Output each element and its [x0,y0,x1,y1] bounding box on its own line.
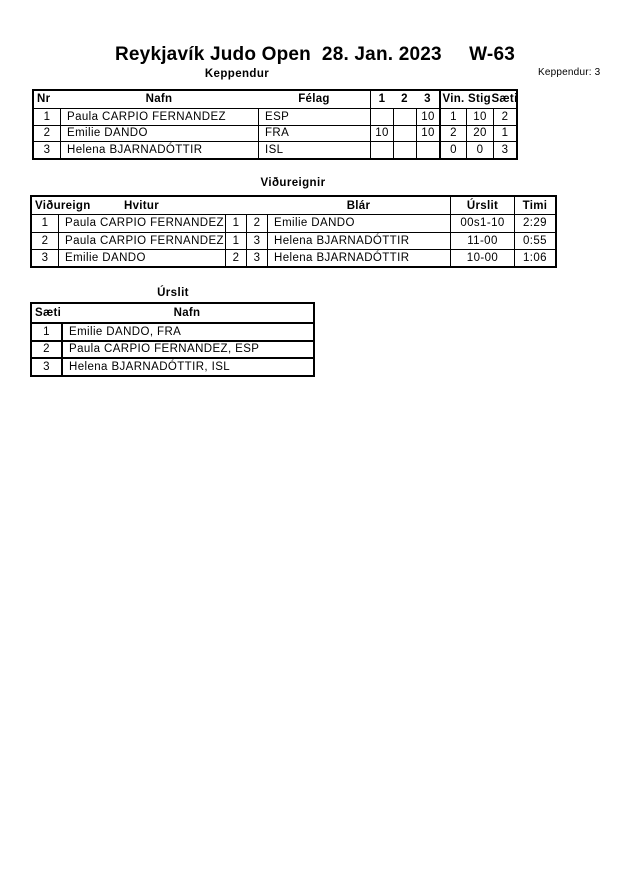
col-header-nafn: Nafn [173,306,201,319]
cell-stig: 20 [466,125,493,142]
cell-time: 0:55 [514,232,555,249]
cell-result: 00s1-10 [450,214,514,231]
cell-place: 1 [32,322,61,340]
col-header-felag: Félag [298,93,330,106]
cell-match3 [416,141,439,158]
cell-nafn: Paula CARPIO FERNANDEZ [60,108,258,125]
cell-match1 [370,141,393,158]
cell-match-nr: 1 [32,214,58,231]
col-header-match2: 2 [401,93,408,106]
col-header-vin: Vin. [439,91,466,108]
section-title-vidureignir: Viðureignir [260,177,326,189]
cell-blue-nr: 3 [246,249,267,266]
cell-stig: 10 [466,108,493,125]
col-header-blue-nr [246,197,267,214]
cell-name: Emilie DANDO, FRA [61,322,313,340]
cell-time: 1:06 [514,249,555,266]
cell-match3: 10 [416,108,439,125]
cell-nafn: Emilie DANDO [60,125,258,142]
cell-white-name: Paula CARPIO FERNANDEZ [58,214,225,231]
col-header-saeti: Sæti [35,306,62,319]
cell-white-name: Emilie DANDO [58,249,225,266]
cell-match-nr: 2 [32,232,58,249]
section-title-urslit: Úrslit [157,287,189,299]
cell-name: Helena BJARNADÓTTIR, ISL [61,357,313,375]
col-header-match3: 3 [424,93,431,106]
cell-felag: ISL [258,141,370,158]
cell-match1 [370,108,393,125]
col-header-nr: Nr [37,93,51,106]
vidureignir-table [30,195,557,268]
cell-match1: 10 [370,125,393,142]
cell-vin: 0 [439,141,466,158]
col-header-vidureign: Viðureign [35,199,91,212]
cell-blue-name: Helena BJARNADÓTTIR [267,232,450,249]
cell-white-name: Paula CARPIO FERNANDEZ [58,232,225,249]
urslit-table [30,302,315,377]
cell-saeti: 2 [493,108,516,125]
cell-vin: 2 [439,125,466,142]
section-title-keppendur: Keppendur [204,68,270,80]
participants-count: Keppendur: 3 [538,67,601,78]
cell-nafn: Helena BJARNADÓTTIR [60,141,258,158]
cell-match2 [393,108,416,125]
cell-blue-name: Emilie DANDO [267,214,450,231]
col-header-urslit: Úrslit [450,197,514,214]
cell-blue-name: Helena BJARNADÓTTIR [267,249,450,266]
cell-name: Paula CARPIO FERNANDEZ, ESP [61,340,313,358]
cell-place: 2 [32,340,61,358]
keppendur-table [32,89,518,160]
col-header-saeti: Sæti [491,93,518,106]
cell-nr: 3 [34,141,60,158]
cell-saeti: 1 [493,125,516,142]
col-header-timi: Timi [514,197,555,214]
cell-result: 10-00 [450,249,514,266]
cell-white-nr: 2 [225,249,246,266]
cell-blue-nr: 2 [246,214,267,231]
cell-match2 [393,125,416,142]
cell-saeti: 3 [493,141,516,158]
cell-white-nr: 1 [225,232,246,249]
cell-blue-nr: 3 [246,232,267,249]
cell-felag: FRA [258,125,370,142]
cell-vin: 1 [439,108,466,125]
col-header-blar: Blár [346,199,371,212]
col-header-hvitur: Hvitur [123,199,160,212]
cell-match3: 10 [416,125,439,142]
col-header-white-nr [225,197,246,214]
cell-match2 [393,141,416,158]
col-header-stig: Stig [468,93,491,106]
cell-nr: 1 [34,108,60,125]
col-header-nafn: Nafn [145,93,173,106]
cell-match-nr: 3 [32,249,58,266]
cell-result: 11-00 [450,232,514,249]
page-title: Reykjavík Judo Open 28. Jan. 2023 W-63 [114,44,515,65]
cell-time: 2:29 [514,214,555,231]
cell-white-nr: 1 [225,214,246,231]
cell-place: 3 [32,357,61,375]
col-header-match1: 1 [370,91,393,108]
cell-stig: 0 [466,141,493,158]
cell-felag: ESP [258,108,370,125]
cell-nr: 2 [34,125,60,142]
